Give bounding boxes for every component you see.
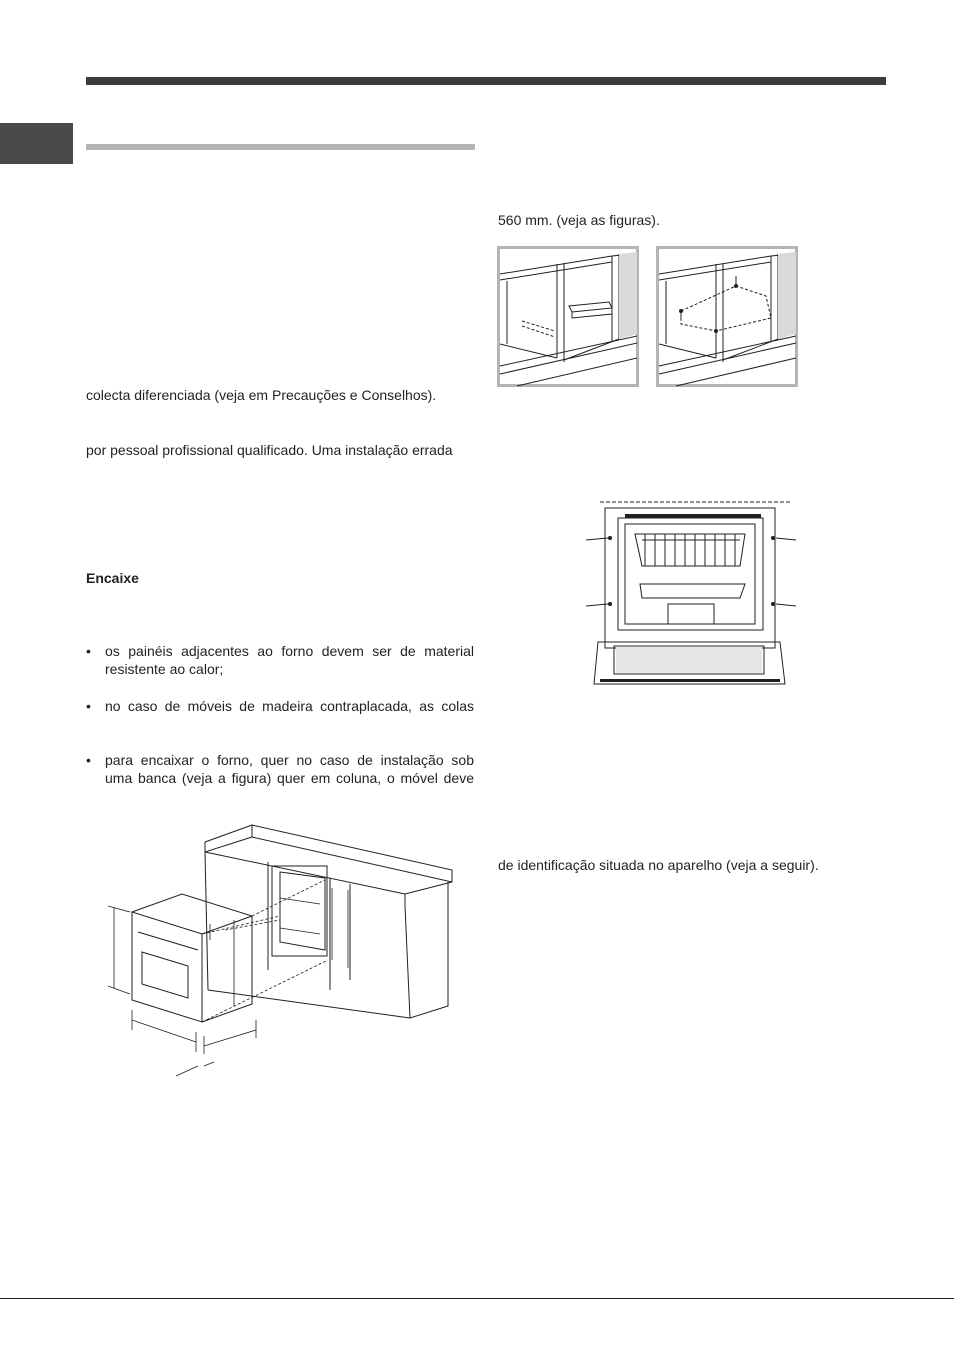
bullet-text-line: uma banca (veja a figura) quer em coluna, o móvel deve xyxy=(105,770,474,786)
bullet-text-line: os painéis adjacentes ao forno devem ser de material xyxy=(105,643,474,659)
text-colecta: colecta diferenciada (veja em Precauções e Conselhos). xyxy=(86,387,437,403)
bullet-text-line: resistente ao calor; xyxy=(105,661,224,677)
bullet-marker: • xyxy=(86,752,91,768)
bullet-item xyxy=(86,751,474,787)
header-bar xyxy=(86,77,886,85)
cabinet-support-figure-1 xyxy=(497,246,639,387)
footer-rule xyxy=(0,1298,954,1299)
oven-front-figure xyxy=(580,496,802,690)
language-tab xyxy=(0,123,73,164)
bullet-text-line: para encaixar o forno, quer no caso de instalação sob xyxy=(105,752,474,768)
bullet-item xyxy=(86,642,474,678)
cabinet-support-figure-2 xyxy=(656,246,798,387)
heading-encaixe: Encaixe xyxy=(86,570,139,586)
oven-installation-figure xyxy=(100,820,456,1082)
text-identificacao: de identificação situada no aparelho (veja a seguir). xyxy=(498,857,819,873)
section-rule xyxy=(86,144,475,150)
text-560mm: 560 mm. (veja as figuras). xyxy=(498,212,660,228)
bullet-text-line: no caso de móveis de madeira contraplacada, as colas xyxy=(105,698,474,714)
bullet-item xyxy=(86,697,474,715)
bullet-marker: • xyxy=(86,698,91,714)
text-pessoal: por pessoal profissional qualificado. Uma instalação errada xyxy=(86,442,453,458)
bullet-marker: • xyxy=(86,643,91,659)
